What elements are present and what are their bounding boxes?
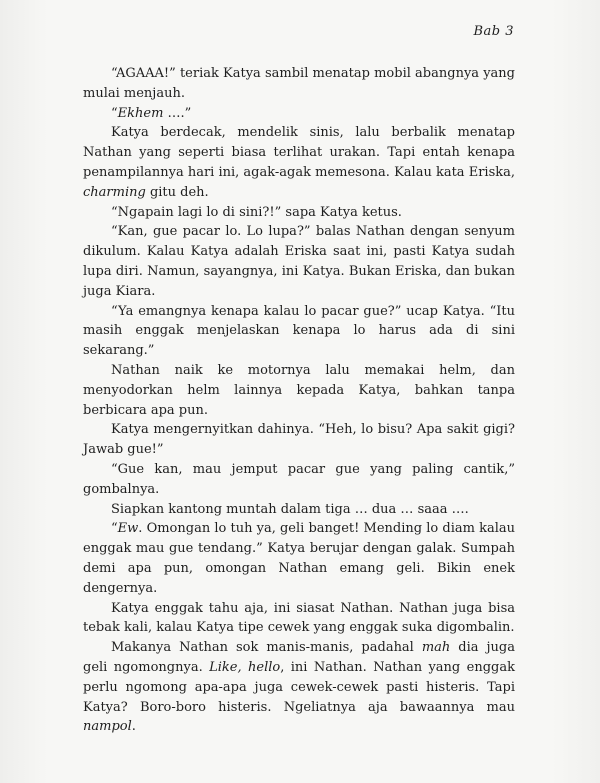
- paragraph: [83, 460, 515, 500]
- text-run: “: [111, 521, 118, 537]
- body-text: [83, 64, 515, 737]
- text-run: “AGAAA!” teriak Katya sambil menatap mobil abangnya yang mulai menjauh.: [83, 66, 515, 101]
- text-run: dia juga geli ngomongnya.: [83, 640, 515, 675]
- text-run: ….”: [163, 105, 192, 121]
- italic-text: mah: [421, 640, 451, 656]
- paragraph: [83, 420, 515, 460]
- text-run: “Ya emangnya kenapa kalau lo pacar gue?” ucap Katya. “Itu masih enggak menjelaskan kenapa lo harus ada di sini sekarang.”: [83, 303, 515, 359]
- paragraph: [83, 361, 515, 420]
- text-run: Makanya Nathan sok manis-manis, padahal: [111, 640, 422, 656]
- italic-text: Ekhem: [117, 105, 164, 121]
- text-run: gitu deh.: [145, 184, 209, 200]
- text-run: Siapkan kantong muntah dalam tiga … dua … saaa ….: [111, 501, 469, 517]
- text-run: “Kan, gue pacar lo. Lo lupa?” balas Nathan dengan senyum dikulum. Kalau Katya adalah Eriska saat ini, pasti Katya sudah lupa diri. Namun, sayangnya, ini Katya. Bukan Eriska, dan bukan juga Kiara.: [83, 224, 515, 299]
- paragraph: [83, 203, 515, 223]
- italic-text: Ew: [117, 521, 139, 537]
- paragraph: [83, 222, 515, 301]
- italic-text: charming: [83, 184, 146, 200]
- paragraph: [83, 64, 515, 104]
- paragraph: [83, 302, 515, 361]
- paragraph: [83, 500, 515, 520]
- text-run: “: [111, 105, 118, 121]
- italic-text: nampol: [83, 719, 132, 735]
- text-run: , ini Nathan. Nathan yang enggak perlu ngomong apa-apa juga cewek-cewek pasti histeris. Tapi Katya? Boro-boro histeris. Ngeliatnya aja bawaannya mau: [83, 659, 515, 715]
- paragraph: [83, 599, 515, 639]
- text-run: Katya enggak tahu aja, ini siasat Nathan. Nathan juga bisa tebak kali, kalau Katya tipe cewek yang enggak suka digombalin.: [83, 600, 515, 636]
- paragraph: [83, 123, 515, 202]
- paragraph: [83, 104, 515, 124]
- text-run: . Omongan lo tuh ya, geli banget! Mending lo diam kalau enggak mau gue tendang.” Katya berujar dengan galak. Sumpah demi apa pun, omongan Nathan emang geli. Bikin enek dengernya.: [83, 521, 515, 596]
- paragraph: [83, 638, 515, 737]
- text-run: “Gue kan, mau jemput pacar gue yang paling cantik,” gombalnya.: [83, 461, 515, 497]
- text-run: Katya berdecak, mendelik sinis, lalu berbalik menatap Nathan yang seperti biasa terlihat urakan. Tapi entah kenapa penampilannya hari ini, agak-agak memesona. Kalau kata Eriska,: [83, 125, 515, 180]
- text-run: Katya mengernyitkan dahinya. “Heh, lo bisu? Apa sakit gigi? Jawab gue!”: [83, 422, 515, 458]
- text-run: Nathan naik ke motornya lalu memakai helm, dan menyodorkan helm lainnya kepada Katya, bahkan tanpa berbicara apa pun.: [83, 362, 515, 418]
- running-head: Bab 3: [473, 24, 514, 39]
- paragraph: [83, 519, 515, 598]
- italic-text: Like, hello: [209, 659, 281, 675]
- text-run: .: [131, 719, 136, 735]
- text-run: “Ngapain lagi lo di sini?!” sapa Katya ketus.: [111, 204, 402, 220]
